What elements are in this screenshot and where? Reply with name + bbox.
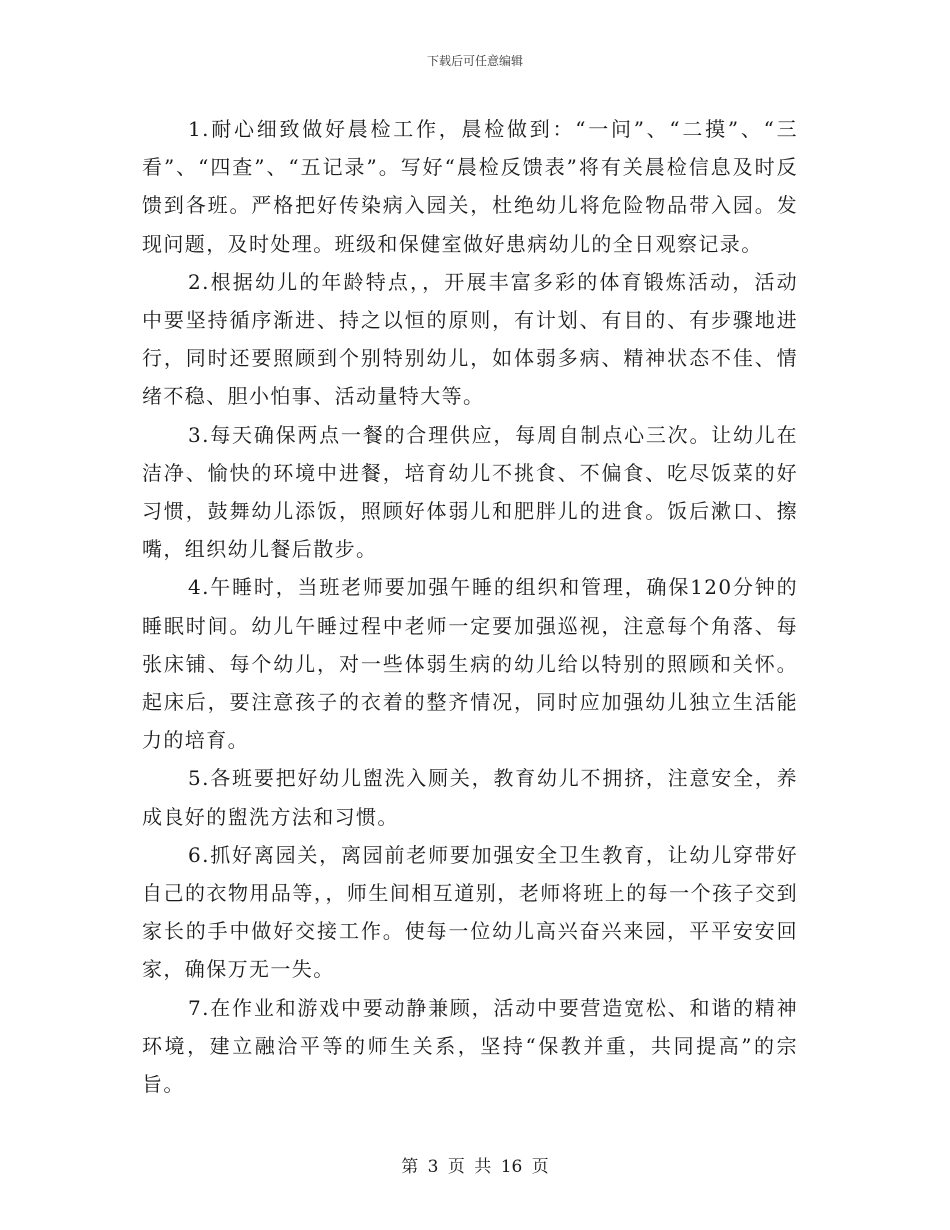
paragraph-7: 7.在作业和游戏中要动静兼顾，活动中要营造宽松、和谐的精神环境，建立融洽平等的师生关系，坚持“保教并重，共同提高”的宗旨。 bbox=[142, 995, 798, 1097]
paragraph-1: 1.耐心细致做好晨检工作，晨检做到：“一问”、“二摸”、“三看”、“四查”、“五记录”。写好“晨检反馈表”将有关晨检信息及时反馈到各班。严格把好传染病入园关，杜绝幼儿将危险物品带入园。发现问题，及时处理。班级和保健室做好患病幼儿的全日观察记录。 bbox=[142, 117, 798, 256]
paragraph-5: 5.各班要把好幼儿盥洗入厕关，教育幼儿不拥挤，注意安全，养成良好的盥洗方法和习惯。 bbox=[142, 766, 798, 829]
document-body bbox=[142, 110, 798, 1103]
page-header-note: 下载后可任意编辑 bbox=[426, 54, 523, 68]
page-number-footer: 第 3 页 共 16 页 bbox=[401, 1157, 549, 1177]
paragraph-6: 6.抓好离园关，离园前老师要加强安全卫生教育，让幼儿穿带好自己的衣物用品等，，师生间相互道别，老师将班上的每一个孩子交到家长的手中做好交接工作。使每一位幼儿高兴奋兴来园，平平安安回家，确保万无一失。 bbox=[142, 842, 798, 982]
paragraph-4: 4.午睡时，当班老师要加强午睡的组织和管理，确保120分钟的睡眠时间。幼儿午睡过程中老师一定要加强巡视，注意每个角落、每张床铺、每个幼儿，对一些体弱生病的幼儿给以特别的照顾和关怀。起床后，要注意孩子的衣着的整齐情况，同时应加强幼儿独立生活能力的培育。 bbox=[142, 575, 798, 753]
paragraph-2: 2.根据幼儿的年龄特点，，开展丰富多彩的体育锻炼活动，活动中要坚持循序渐进、持之以恒的原则，有计划、有目的、有步骤地进行，同时还要照顾到个别特别幼儿，如体弱多病、精神状态不佳、情绪不稳、胆小怕事、活动量特大等。 bbox=[142, 269, 798, 409]
paragraph-3: 3.每天确保两点一餐的合理供应，每周自制点心三次。让幼儿在洁净、愉快的环境中进餐，培育幼儿不挑食、不偏食、吃尽饭菜的好习惯，鼓舞幼儿添饭，照顾好体弱儿和肥胖儿的进食。饭后漱口、擦嘴，组织幼儿餐后散步。 bbox=[142, 422, 798, 562]
